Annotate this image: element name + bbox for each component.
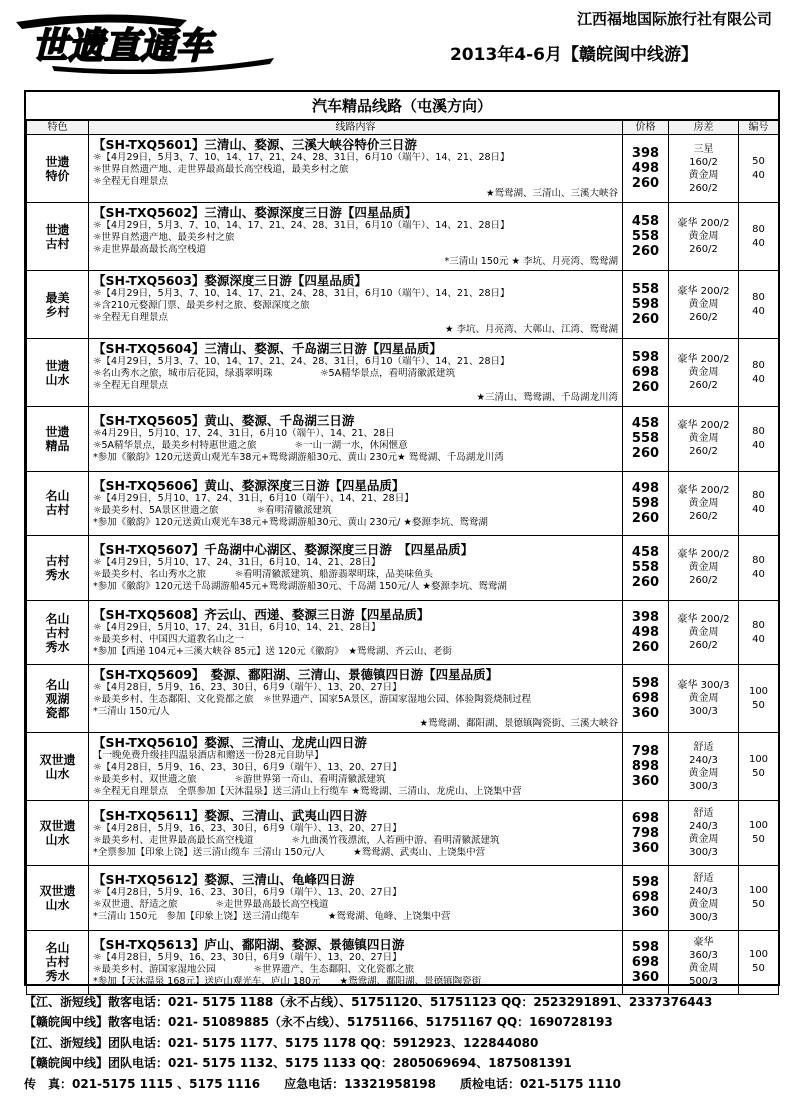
- route-detail-line: ☼走世界最高最长高空栈道: [93, 244, 207, 255]
- route-content: [89, 865, 623, 930]
- route-detail-line: ☼世界自然遗产地、走世界最高最长高空栈道，最美乡村之旅: [93, 164, 349, 175]
- route-room-surcharge: 豪华 200/2 黄金周 260/2: [669, 203, 739, 271]
- route-feature: 名山 古村 秀水: [27, 600, 89, 665]
- logo-text: 世遗直通车: [32, 26, 213, 67]
- route-title: 【SH-TXQ5606】黄山、婺源深度三日游【四星品质】: [93, 477, 405, 493]
- col-header-content: 线路内容: [89, 121, 623, 135]
- route-code: 80 40: [739, 271, 779, 339]
- route-detail-line: *三清山 150元/人: [93, 706, 170, 718]
- table-row: [27, 135, 779, 203]
- route-detail-line: ☼【4月28日，5月9、16、23、30日，6月9（端午）、13、20、27日】: [93, 822, 402, 834]
- route-content: [89, 665, 623, 733]
- route-spots: ★ 李坑、月亮湾、大鄣山、江湾、鸳鸯湖: [444, 324, 618, 335]
- route-content: [89, 801, 623, 866]
- route-code: 80 40: [739, 600, 779, 665]
- route-detail-line: ☼世界自然遗产地、最美乡村之旅: [93, 232, 235, 243]
- route-code: 80 40: [739, 471, 779, 536]
- route-prices: 598 698 360: [623, 930, 669, 995]
- route-feature: 世遗 精品: [27, 407, 89, 472]
- route-content: [89, 339, 623, 407]
- route-detail-line: ☼5A精华景点，最美乡村特惠世遗之旅 ☼一山一湖一水，休闲惬意: [93, 440, 408, 452]
- col-header-room: 房差: [669, 121, 739, 135]
- route-detail-line: ☼全程无自理景点 全票参加【天沐温泉】送三清山上行缆车 ★鸳鸯湖、三清山、龙虎山、上饶集中营: [93, 786, 522, 798]
- route-detail-line: ☼【4月29日，5月10、17、24、31日，6月10（端午）、14、21、28日】: [93, 492, 414, 504]
- route-room-surcharge: 舒适 240/3 黄金周 300/3: [669, 733, 739, 801]
- table-row: [27, 536, 779, 601]
- route-room-surcharge: 豪华 200/2 黄金周 260/2: [669, 271, 739, 339]
- table-row: [27, 471, 779, 536]
- route-code: 100 50: [739, 733, 779, 801]
- route-code: 100 50: [739, 930, 779, 995]
- route-content: [89, 600, 623, 665]
- table-row: [27, 600, 779, 665]
- route-code: 80 40: [739, 339, 779, 407]
- route-detail-line: ☼最美乡村、双世遗之旅 ☼游世界第一奇山、看明清徽派建筑: [93, 774, 386, 786]
- route-room-surcharge: 豪华 360/3 黄金周 500/3: [669, 930, 739, 995]
- route-detail-line: *参加《徽韵》120元送黄山观光车38元+鸳鸯湖游船30元、黄山 230元/ ★婺源李坑、鸳鸯湖: [93, 516, 488, 528]
- route-detail-line: ☼含210元婺源门票、最美乡村之旅、婺源深度之旅: [93, 300, 310, 311]
- route-content: [89, 407, 623, 472]
- route-room-surcharge: 三星 160/2 黄金周 260/2: [669, 135, 739, 203]
- route-feature: 古村 秀水: [27, 536, 89, 601]
- route-detail-line: ☼【4月29日，5月3、7、10、14、17、21、24、28、31日，6月10（端午）、14、21、28日】: [93, 152, 510, 163]
- route-feature: 名山 古村: [27, 471, 89, 536]
- col-header-price: 价格: [623, 121, 669, 135]
- route-detail-line: ☼【4月29日，5月10、17、24、31日，6月10、14、21、28日】: [93, 622, 381, 634]
- table-row: [27, 407, 779, 472]
- page-header: [0, 0, 800, 82]
- route-detail-line: ☼最美乡村、名山秀水之旅 ☼看明清徽派建筑、船游翡翠明珠，品美味鱼头: [93, 569, 434, 581]
- route-code: 80 40: [739, 536, 779, 601]
- table-row: [27, 930, 779, 995]
- route-prices: 458 558 260: [623, 407, 669, 472]
- table-row: [27, 339, 779, 407]
- route-detail-line: ☼【4月29日，5月10、17、24、31日，6月10、14、21、28日】: [93, 557, 381, 569]
- route-room-surcharge: 舒适 240/3 黄金周 300/3: [669, 865, 739, 930]
- route-title: 【SH-TXQ5609】 婺源、鄱阳湖、三清山、景德镇四日游【四星品质】: [93, 667, 499, 683]
- route-content: [89, 536, 623, 601]
- route-content: [89, 930, 623, 995]
- route-spots: ★三清山、鸳鸯湖、千岛湖龙川湾: [476, 392, 618, 403]
- route-detail-line: ☼4月29日，5月10、17、24、31日，6月10（端午）、14、21、28日: [93, 428, 395, 440]
- route-detail-line: ☼【4月29日，5月3、7、10、14、17、21、24、28、31日，6月10（端午）、14、21、28日】: [93, 356, 510, 367]
- footer-contact-line: 【江、浙短线】散客电话：021- 5175 1188（永不占线）、51751120、51751123 QQ：2523291891、2337376443: [24, 995, 713, 1009]
- route-content: [89, 733, 623, 801]
- route-detail-line: ☼最美乡村、走世界最高最长高空栈道 ☼九曲溪竹筏漂流，人若画中游、看明清徽派建筑: [93, 834, 500, 846]
- route-spots: ★鸳鸯湖、三清山、三溪大峡谷: [485, 188, 618, 199]
- route-detail-line: ☼【4月29日，5月3、7、10、14、17、21、24、28、31日，6月10（端午）、14、21、28日】: [93, 220, 510, 231]
- route-spots: *三清山 150元 ★ 李坑、月亮湾、鸳鸯湖: [444, 256, 618, 267]
- route-title: 【SH-TXQ5601】三清山、婺源、三溪大峡谷特价三日游: [93, 137, 417, 152]
- route-detail-line: ☼名山秀水之旅，城市后花园，绿翡翠明珠 ☼5A精华景点，看明清徽派建筑: [93, 368, 456, 379]
- route-prices: 458 558 260: [623, 203, 669, 271]
- route-detail-line: ☼最美乡村、生态鄱阳、文化瓷都之旅 ☼世界遗产、国家5A景区，游国家湿地公园、体验陶瓷烧制过程: [93, 694, 532, 706]
- route-detail-line: *参加【天沐温泉 168元】送庐山观光车、庐山 180元 ★鸳鸯湖、鄱阳湖、景德镇陶瓷街: [93, 975, 482, 987]
- route-prices: 458 558 260: [623, 536, 669, 601]
- route-feature: 双世遗 山水: [27, 801, 89, 866]
- table-row: [27, 865, 779, 930]
- route-prices: 598 698 360: [623, 865, 669, 930]
- footer-contact-line: 传 真：021-5175 1115 、5175 1116 应急电话：13321958198 质检电话：021-5175 1110: [24, 1076, 622, 1091]
- route-detail-line: ☼【4月28日，5月9、16、23、30日，6月9（端午）、13、20、27日】: [93, 951, 402, 963]
- route-feature: 双世遗 山水: [27, 865, 89, 930]
- route-detail-line: *三清山 150元 参加【印象上饶】送三清山缆车 ★鸳鸯湖、龟峰、上饶集中营: [93, 911, 451, 923]
- route-detail-line: *参加【西递 104元+三溪大峡谷 85元】送 120元《徽韵》 ★鸳鸯湖、齐云山、老街: [93, 646, 452, 658]
- route-code: 80 40: [739, 407, 779, 472]
- route-title: 【SH-TXQ5613】庐山、鄱阳湖、婺源、景德镇四日游: [93, 936, 405, 952]
- table-header-row: [27, 121, 779, 135]
- route-table-frame: [24, 90, 780, 986]
- company-name: 江西福地国际旅行社有限公司: [576, 10, 772, 28]
- route-room-surcharge: 豪华 200/2 黄金周 260/2: [669, 600, 739, 665]
- footer-contact-line: 【赣皖闽中线】团队电话：021- 5175 1132、5175 1133 QQ：2805069694、1875081391: [24, 1056, 572, 1071]
- route-detail-line: ☼【4月28日，5月9、16、23、30日，6月9（端午）、13、20、27日】: [93, 762, 402, 774]
- route-content: [89, 135, 623, 203]
- brand-logo: [12, 8, 282, 74]
- route-detail-line: 【一晚免费升级挂四温泉酒店和赠送一份28元自助早】: [93, 750, 324, 762]
- route-prices: 798 898 360: [623, 733, 669, 801]
- route-detail-line: *全票参加【印象上饶】送三清山缆车 三清山 150元/人 ★鸳鸯湖、武夷山、上饶集中营: [93, 846, 486, 858]
- route-title: 【SH-TXQ5607】千岛湖中心湖区、婺源深度三日游 【四星品质】: [93, 542, 474, 558]
- route-title: 【SH-TXQ5603】婺源深度三日游【四星品质】: [93, 273, 367, 288]
- route-title: 【SH-TXQ5610】婺源、三清山、龙虎山四日游: [93, 735, 367, 751]
- route-feature: 世遗 山水: [27, 339, 89, 407]
- route-title: 【SH-TXQ5612】婺源、三清山、龟峰四日游: [93, 872, 355, 888]
- route-title: 【SH-TXQ5604】三清山、婺源、千岛湖三日游【四星品质】: [93, 341, 442, 356]
- table-row: [27, 801, 779, 866]
- route-detail-line: ☼【4月29日，5月3、7、10、14、17、21、24、28、31日，6月10（端午）、14、21、28日】: [93, 288, 510, 299]
- route-room-surcharge: 豪华 300/3 黄金周 300/3: [669, 665, 739, 733]
- route-feature: 世遗 特价: [27, 135, 89, 203]
- route-code: 100 50: [739, 801, 779, 866]
- route-code: 100 50: [739, 665, 779, 733]
- route-feature: 最美 乡村: [27, 271, 89, 339]
- route-title: 【SH-TXQ5605】黄山、婺源、千岛湖三日游: [93, 413, 355, 429]
- col-header-code: 编号: [739, 121, 779, 135]
- route-code: 80 40: [739, 203, 779, 271]
- route-prices: 558 598 260: [623, 271, 669, 339]
- route-prices: 698 798 360: [623, 801, 669, 866]
- route-table: [26, 120, 779, 995]
- route-room-surcharge: 舒适 240/3 黄金周 300/3: [669, 801, 739, 866]
- route-room-surcharge: 豪华 200/2 黄金周 260/2: [669, 407, 739, 472]
- route-detail-line: ☼【4月28日，5月9、16、23、30日，6月9（端午）、13、20、27日】: [93, 887, 402, 899]
- route-prices: 398 498 260: [623, 135, 669, 203]
- route-feature: 双世遗 山水: [27, 733, 89, 801]
- route-room-surcharge: 豪华 200/2 黄金周 260/2: [669, 471, 739, 536]
- route-detail-line: ☼【4月28日，5月9、16、23、30日，6月9（端午）、13、20、27日】: [93, 682, 402, 694]
- route-detail-line: ☼最美乡村、中国四大道教名山之一: [93, 634, 245, 646]
- route-detail-line: ☼全程无自理景点: [93, 380, 169, 391]
- route-title: 【SH-TXQ5602】三清山、婺源深度三日游【四星品质】: [93, 205, 417, 220]
- col-header-feature: 特色: [27, 121, 89, 135]
- route-code: 50 40: [739, 135, 779, 203]
- route-detail-line: ☼全程无自理景点: [93, 176, 169, 187]
- footer-contact-line: 【江、浙短线】团队电话：021- 5175 1177、5175 1178 QQ：5912923、122844080: [24, 1035, 539, 1050]
- table-row: [27, 271, 779, 339]
- route-prices: 498 598 260: [623, 471, 669, 536]
- route-feature: 名山 观湖 瓷都: [27, 665, 89, 733]
- route-room-surcharge: 豪华 200/2 黄金周 260/2: [669, 536, 739, 601]
- route-detail-line: *参加《徽韵》120元送黄山观光车38元+鸳鸯湖游船30元、黄山 230元★ 鸳鸯湖、千岛湖龙川湾: [93, 452, 504, 464]
- route-detail-line: ☼最美乡村、5A景区世遗之旅 ☼看明清徽派建筑: [93, 504, 332, 516]
- route-title: 【SH-TXQ5608】齐云山、西递、婺源三日游【四星品质】: [93, 607, 430, 623]
- route-content: [89, 271, 623, 339]
- route-room-surcharge: 豪华 200/2 黄金周 260/2: [669, 339, 739, 407]
- section-title: 汽车精品线路（屯溪方向）: [26, 92, 778, 120]
- route-code: 100 50: [739, 865, 779, 930]
- route-prices: 598 698 360: [623, 665, 669, 733]
- table-row: [27, 665, 779, 733]
- contact-footer: [24, 992, 784, 1094]
- route-detail-line: ☼全程无自理景点: [93, 312, 169, 323]
- route-feature: 名山 古村 秀水: [27, 930, 89, 995]
- table-row: [27, 733, 779, 801]
- route-title: 【SH-TXQ5611】婺源、三清山、武夷山四日游: [93, 807, 367, 823]
- route-prices: 598 698 260: [623, 339, 669, 407]
- table-row: [27, 203, 779, 271]
- route-prices: 398 498 260: [623, 600, 669, 665]
- route-detail-line: ☼双世遗、舒适之旅 ☼走世界最高最长高空栈道: [93, 899, 329, 911]
- route-detail-line: *参加《徽韵》120元送千岛湖游船45元+鸳鸯湖游船30元、千岛湖 150元/人 ★婺源李坑、鸳鸯湖: [93, 581, 507, 593]
- route-content: [89, 471, 623, 536]
- route-spots: ★鸳鸯湖、鄱阳湖、景德镇陶瓷街、三溪大峡谷: [419, 718, 618, 730]
- page-subtitle: 2013年4-6月【赣皖闽中线游】: [449, 45, 698, 65]
- route-detail-line: ☼最美乡村、游国家湿地公园 ☼世界遗产、生态鄱阳、文化瓷都之旅: [93, 963, 415, 975]
- route-table-body: [27, 135, 779, 995]
- footer-contact-line: 【赣皖闽中线】散客电话：021- 51089885（永不占线）、51751166、51751167 QQ：1690728193: [24, 1015, 613, 1030]
- route-feature: 世遗 古村: [27, 203, 89, 271]
- route-content: [89, 203, 623, 271]
